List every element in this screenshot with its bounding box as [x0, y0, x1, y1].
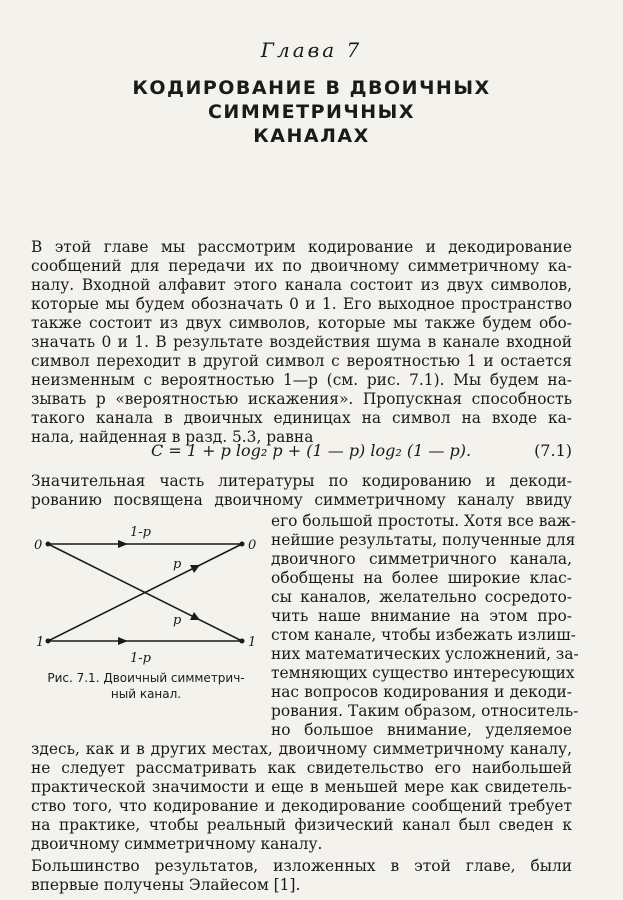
node-in-0 — [46, 542, 51, 547]
paragraph1-line: зывать p «вероятностью искажения». Пропускная способность — [31, 390, 572, 408]
label-in-1: 1 — [36, 635, 45, 650]
formula-expression: C = 1 + p log₂ p + (1 — p) log₂ (1 — p). — [151, 441, 472, 460]
paragraph1-line: налу. Входной алфавит этого канала состоит из двух символов, — [31, 276, 572, 294]
paragraph2-wrap-line: чить наше внимание на этом про- — [271, 607, 572, 625]
paragraph2-line: ство того, что кодирование и декодирование сообщений требует — [31, 797, 572, 815]
figure-caption-line-1: Рис. 7.1. Двоичный симметрич- — [47, 671, 245, 685]
paragraph2-wrap-line: рования. Таким образом, относитель- — [271, 702, 579, 720]
paragraph1-line: символ переходит в другой символ с вероятностью 1 и остается — [31, 352, 572, 370]
paragraph2-line: практической значимости и еще в меньшей мере как свидетель- — [31, 778, 572, 796]
paragraph3-line: Большинство результатов, изложенных в этой главе, были — [31, 857, 572, 875]
paragraph1-line: нала, найденная в разд. 5.3, равна — [31, 428, 314, 446]
paragraph1-line: В этой главе мы рассмотрим кодирование и декодирование — [31, 238, 572, 256]
paragraph2-line: Значительная часть литературы по кодированию и декоди- — [31, 472, 572, 490]
paragraph2-line: здесь, как и в других местах, двоичному симметричному каналу, — [31, 740, 572, 758]
paragraph2-wrap-line: темняющих существо интересующих — [271, 664, 575, 682]
paragraph2-wrap-line: нас вопросов кодирования и декоди- — [271, 683, 572, 701]
paragraph2-wrap-line: стом канале, чтобы избежать излиш- — [271, 626, 576, 644]
label-out-0: 0 — [248, 538, 257, 553]
arrow-head-top — [118, 540, 128, 548]
paragraph1-line: сообщений для передачи их по двоичному симметричному ка- — [31, 257, 572, 275]
formula-number: (7.1) — [534, 441, 572, 460]
paragraph2-wrap-line: обобщены на более широкие клас- — [271, 569, 572, 587]
chapter-label: Глава 7 — [260, 38, 363, 62]
label-in-0: 0 — [34, 538, 43, 553]
paragraph2-line: на практике, чтобы реальный физический канал был сведен к — [31, 816, 572, 834]
node-in-1 — [46, 639, 51, 644]
chapter-title-line-2: КАНАЛАХ — [253, 125, 370, 147]
node-out-1 — [240, 639, 245, 644]
paragraph2-wrap-line: сы каналов, желательно сосредото- — [271, 588, 572, 606]
figure-caption-line-2: ный канал. — [110, 687, 182, 701]
node-out-0 — [240, 542, 245, 547]
paragraph2-line: рованию посвящена двоичному симметричному каналу ввиду — [31, 491, 572, 509]
paragraph1-line: значать 0 и 1. В результате воздействия шума в канале входной — [31, 333, 572, 351]
paragraph1-line: которые мы будем обозначать 0 и 1. Его выходное пространство — [31, 295, 572, 313]
figure-caption — [30, 670, 262, 702]
paragraph2-wrap-line: них математических усложнений, за- — [271, 645, 579, 663]
chapter-title-line-1: КОДИРОВАНИЕ В ДВОИЧНЫХ СИММЕТРИЧНЫХ — [132, 77, 491, 123]
paragraph1-line: также состоит из двух символов, которые мы также будем обо- — [31, 314, 572, 332]
paragraph2-wrap-line: но большое внимание, уделяемое — [271, 721, 572, 739]
label-out-1: 1 — [248, 635, 257, 650]
label-cross-lower-p: p — [173, 613, 182, 628]
paragraph2-wrap-line: нейшие результаты, полученные для — [271, 531, 576, 549]
paragraph2-line: двоичному симметричному каналу. — [31, 835, 323, 853]
label-cross-upper-p: p — [173, 557, 182, 572]
arrow-head-bottom — [118, 637, 128, 645]
paragraph2-wrap-line: двоичного симметричного канала, — [271, 550, 572, 568]
label-top-1-p: 1-p — [130, 525, 151, 540]
paragraph2-wrap-line: его большой простоты. Хотя все важ- — [271, 512, 576, 530]
paragraph1-line: неизменным с вероятностью 1—p (см. рис. 7.1). Мы будем на- — [31, 371, 572, 389]
paragraph1-line: такого канала в двоичных единицах на символ на входе ка- — [31, 409, 572, 427]
label-bottom-1-p: 1-p — [130, 651, 151, 666]
paragraph3-line: впервые получены Элайесом [1]. — [31, 876, 301, 894]
paragraph2-line: не следует рассматривать как свидетельство его наибольшей — [31, 759, 572, 777]
binary-symmetric-channel-diagram — [28, 508, 268, 670]
chapter-title — [30, 76, 593, 148]
